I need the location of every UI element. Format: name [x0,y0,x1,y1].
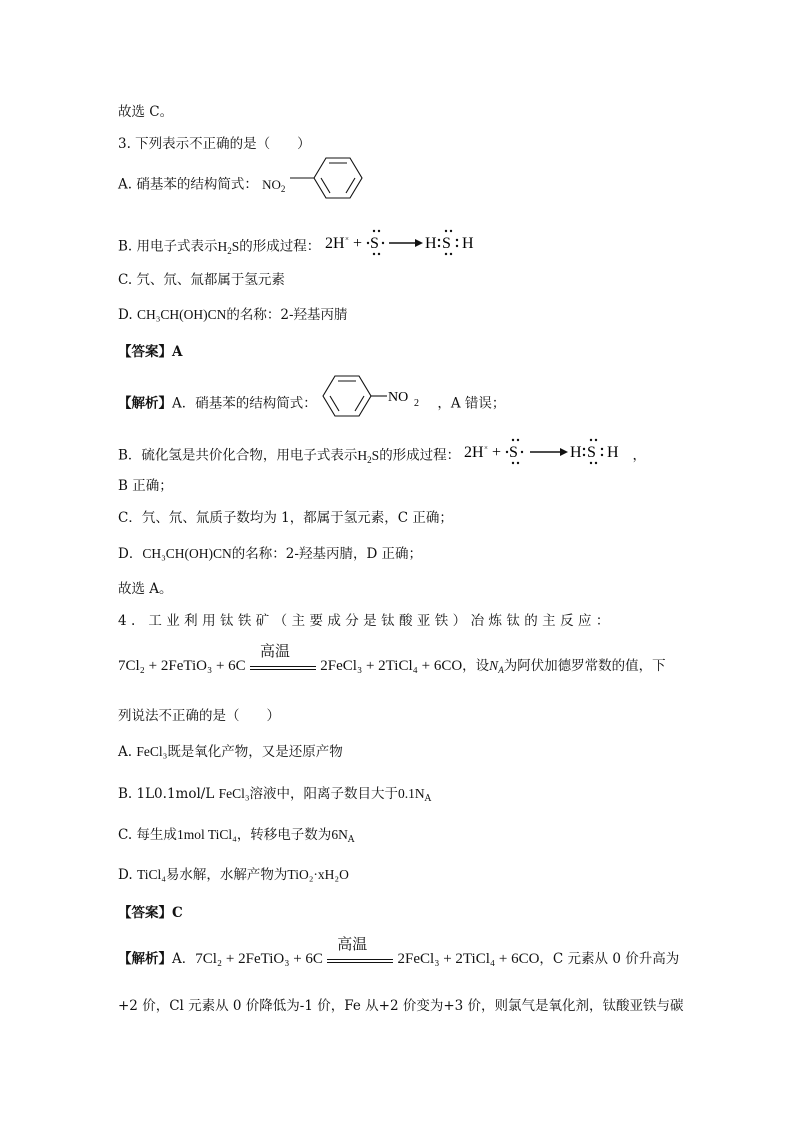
value: 0.1N [398,786,425,801]
electron-formula-diagram [464,435,632,469]
svg-text:H: H [607,444,620,461]
analysis-a: 【解析】A．7Cl₂ + 2FeTiO₃ + 6C 高温 2FeCl₃ + 2TiCl₄ + 6CO，C 元素从 0 价升高为 [118,934,680,967]
analysis-b-2: B 正确； [118,478,173,494]
nitrobenzene-structure-icon [321,373,433,419]
svg-text:S: S [369,235,379,252]
formula: 1mol TiCl₄ [176,827,237,842]
choose-line: 故选 A。 [118,581,173,597]
svg-text:2H: 2H [464,444,485,461]
question-stem: 3. 下列表示不正确的是（ ） [118,136,311,152]
formula: CH₃CH(OH)CN [136,307,227,322]
no2-group: $NO_2$ [262,176,286,194]
analysis-d: D．CH₃CH(OH)CN的名称：2-羟基丙腈，D 正确； [118,546,423,562]
answer-label: 【答案】A [118,344,183,360]
h2s-formula: $H_2S$ [217,238,240,256]
svg-text:2: 2 [414,398,420,409]
formula: TiCl₄ [136,867,166,882]
option-a: A. FeCl₃既是氧化产物，又是还原产物 [118,744,343,760]
svg-text:×: × [344,235,349,243]
svg-text:S: S [509,444,519,461]
svg-text:×: × [484,444,489,452]
svg-text:H: H [461,235,474,252]
electron-formula-diagram [325,226,475,260]
condition-arrow: 高温 [250,658,316,676]
svg-text:H: H [570,444,583,461]
analysis-c: C．氕、氘、氚质子数均为 1，都属于氢元素，C 正确； [118,510,453,526]
h2s-formula: $H_2S$ [357,447,380,465]
svg-text:NO: NO [388,390,409,405]
benzene-ring-icon [290,156,372,200]
svg-text:+: + [352,235,362,252]
formula: CH₃CH(OH)CN [142,546,232,561]
value: TiO₂·xH₂O [287,867,349,882]
formula: FeCl₃ [136,744,168,759]
option-b: B. 1L0.1mol/L FeCl₃溶液中，阳离子数目大于$0.1N_A$ [118,786,432,804]
option-a: A. 硝基苯的结构简式： $NO_2$ [118,170,372,200]
svg-text:H: H [424,235,437,252]
question-stem: 4. 工业利用钛铁矿（主要成分是钛酸亚铁）冶炼钛的主反应： [118,613,614,629]
na-symbol: $N_A$ [489,658,504,675]
option-c: C. 氕、氘、氚都属于氢元素 [118,272,285,288]
analysis-b: B．硫化氢是共价化合物，用电子式表示$H_2S$的形成过程： 2H × + S H S H ， [118,443,646,469]
analysis-continued: +2 价，Cl 元素从 0 价降低为-1 价，Fe 从+2 价变为+3 价，则氯气是氧化剂，钛酸亚铁与碳 [118,998,684,1014]
reaction-equation: 7Cl₂ + 2FeTiO₃ + 6C 高温 2FeCl₃ + 2TiCl₄ + 6CO，设$N_A$为阿伏加德罗常数的值，下 [118,641,666,675]
option-b: B. 用电子式表示$H_2S$的形成过程： 2H × + S H S H [118,234,475,260]
svg-text:S: S [587,444,597,461]
option-d: D. CH₃CH(OH)CN的名称：2-羟基丙腈 [118,307,348,323]
formula: FeCl₃ [218,786,250,801]
answer-label: 【答案】C [118,905,183,921]
question-stem-2: 列说法不正确的是（ ） [118,708,280,724]
svg-text:S: S [441,235,451,252]
option-c: C. 每生成1mol TiCl₄，转移电子数为$6N_A$ [118,827,355,845]
two-h-text: 2H [324,235,345,252]
analysis-a: 【解析】A．硝基苯的结构简式： NO 2 ，A 错误； [118,389,505,419]
option-d: D. TiCl₄易水解，水解产物为TiO₂·xH₂O [118,867,349,883]
condition-arrow: 高温 [327,951,393,969]
value: 6N [331,827,348,842]
svg-text:+: + [492,444,502,461]
text-line: 故选 C。 [118,104,174,120]
